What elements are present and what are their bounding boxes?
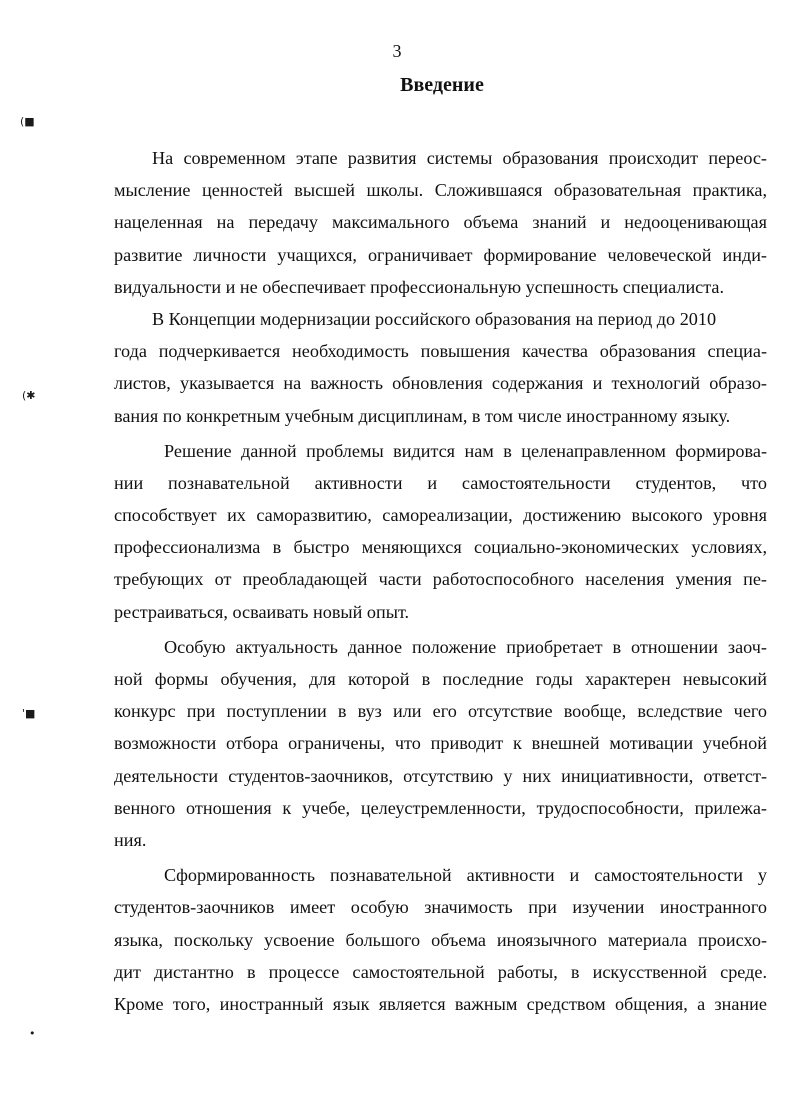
text-line: ния. [114, 829, 147, 850]
paragraph-1 [114, 142, 767, 303]
text-line: Кроме того, иностранный язык является важным средством общения, а знание [114, 993, 767, 1014]
paragraph-4 [114, 631, 767, 856]
text-line: видуальности и не обеспечивает профессиональную успешность специалиста. [114, 276, 725, 297]
text-line: способствует их саморазвитию, самореализации, достижению высокого уровня [114, 505, 767, 526]
text-line: языка, поскольку усвоение большого объема иноязычного материала происхо- [114, 929, 767, 950]
text-line: возможности отбора ограничены, что приводит к внешней мотивации учебной [114, 733, 767, 754]
text-line: мысление ценностей высшей школы. Сложившаяся образовательная практика, [114, 180, 767, 201]
text-line: венного отношения к учебе, целеустремленности, трудоспособности, прилежа- [114, 797, 767, 818]
text-line: Особую актуальность данное положение приобретает в отношении заоч- [164, 636, 767, 657]
text-line: развитие личности учащихся, ограничивает формирование человеческой инди- [114, 244, 767, 265]
text-line: Решение данной проблемы видится нам в целенаправленном формирова- [164, 440, 767, 461]
page-title: Введение [400, 74, 484, 96]
text-line: профессионализма в быстро меняющихся социально-экономических условиях, [114, 537, 767, 558]
scan-artifact-3: '■ [22, 707, 36, 720]
text-line: рестраиваться, осваивать новый опыт. [114, 601, 410, 622]
text-line: Сформированность познавательной активности и самостоятельности у [164, 865, 767, 886]
scan-artifact-2: (✱ [22, 389, 36, 402]
text-line: На современном этапе развития системы образования происходит переос- [152, 148, 767, 168]
paragraph-2 [114, 303, 767, 432]
text-line: В Концепции модернизации российского образования на период до 2010 [152, 308, 717, 329]
text-line: конкурс при поступлении в вуз или его отсутствие вообще, вследствие чего [114, 701, 767, 722]
text-line: дит дистантно в процессе самостоятельной работы, в искусственной среде. [114, 961, 767, 982]
paragraph-3 [114, 435, 767, 628]
text-line: листов, указывается на важность обновления содержания и технологий образо- [114, 373, 767, 394]
scan-artifact-1: (■ [20, 115, 35, 128]
page-number: 3 [392, 41, 402, 61]
text-line: деятельности студентов-заочников, отсутствию у них инициативности, ответст- [114, 765, 767, 786]
paragraph-5 [114, 859, 767, 1020]
text-line: года подчеркивается необходимость повышения качества образования специа- [114, 341, 767, 362]
text-line: требующих от преобладающей части работоспособного населения умения пе- [114, 569, 767, 590]
scan-artifact-4: • [29, 1027, 36, 1040]
text-line: ной формы обучения, для которой в последние годы характерен невысокий [114, 669, 767, 689]
text-line: нацеленная на передачу максимального объема знаний и недооценивающая [114, 212, 767, 233]
body-text [114, 142, 767, 1020]
text-line: студентов-заочников имеет особую значимость при изучении иностранного [114, 897, 767, 918]
text-line: нии познавательной активности и самостоятельности студентов, что [114, 472, 767, 493]
text-line: вания по конкретным учебным дисциплинам, в том числе иностранному языку. [114, 405, 731, 426]
